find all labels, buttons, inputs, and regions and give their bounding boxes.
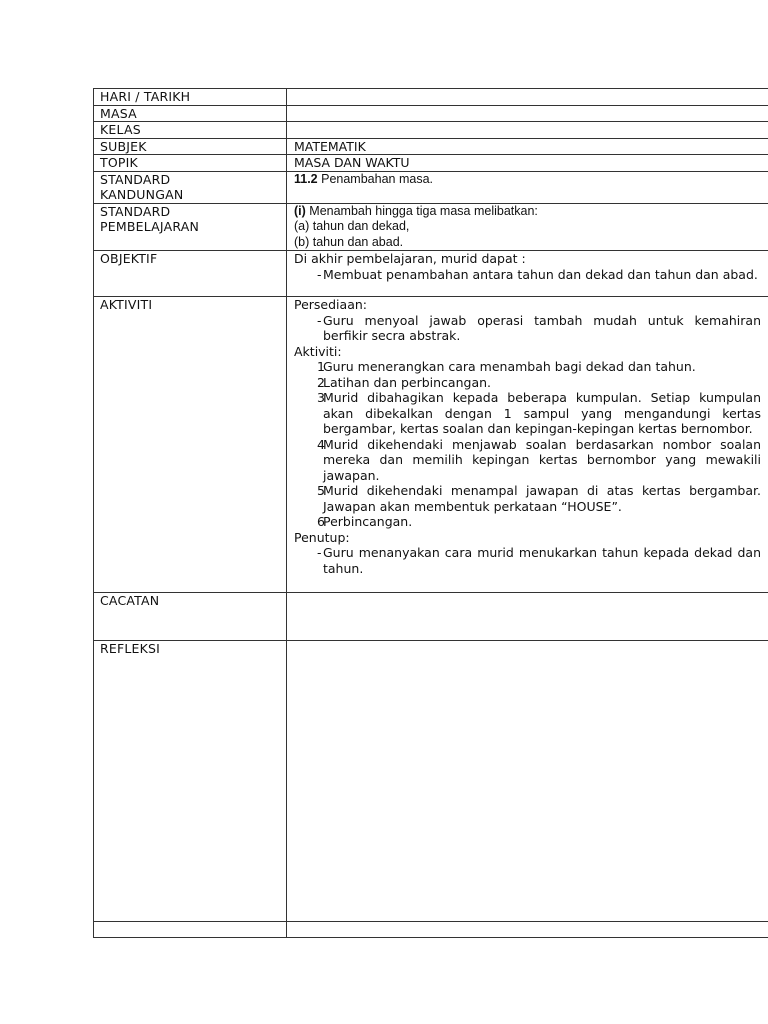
row-hari-tarikh [94,89,768,106]
value-standard-pembelajaran [287,203,768,251]
aktiviti-step-6-number: 6 [317,514,325,529]
row-standard-pembelajaran [94,203,768,251]
standard-pembelajaran-code: (i) [294,203,306,218]
standard-kandungan-text: Penambahan masa. [317,171,433,186]
value-cacatan [287,593,768,641]
aktiviti-step-1-number: 1 [317,359,325,374]
aktiviti-step-5-number: 5 [317,483,325,498]
aktiviti-penutup-heading: Penutup: [294,529,350,545]
objektif-bullet-dash: - [317,266,322,282]
aktiviti-step-3-number: 3 [317,390,325,405]
row-kelas [94,122,768,139]
label-subjek: SUBJEK [94,138,287,155]
label-masa: MASA [94,105,287,122]
standard-pembelajaran-intro-text: Menambah hingga tiga masa melibatkan: [305,203,538,218]
aktiviti-step-5 [294,483,761,514]
objektif-bullet-item [294,267,761,283]
label-topik: TOPIK [94,155,287,172]
objektif-intro: Di akhir pembelajaran, murid dapat : [294,251,526,266]
standard-pembelajaran-item-a: (a) tahun dan dekad, [294,219,410,233]
value-hari-tarikh [287,89,768,106]
aktiviti-step-2-text: Latihan dan perbincangan. [323,374,492,390]
aktiviti-persediaan-heading: Persediaan: [294,297,367,312]
value-aktiviti [287,297,768,593]
value-masa [287,105,768,122]
row-refleksi [94,641,768,922]
aktiviti-step-1-text: Guru menerangkan cara menambah bagi dekad dan tahun. [323,359,696,374]
aktiviti-penutup-text: Guru menanyakan cara murid menukarkan tahun kepada dekad dan tahun. [323,545,761,576]
aktiviti-step-4-text: Murid dikehendaki menjawab soalan berdasarkan nombor soalan mereka dan memilih kepingan kertas bernombor yang mewakili jawapan. [323,436,761,483]
aktiviti-step-3-text: Murid dibahagikan kepada beberapa kumpulan. Setiap kumpulan akan dibekalkan dengan 1 sampul yang mengandungi kertas bergambar, kertas soalan dan kepingan-kepingan kertas bernombor. [323,390,761,436]
label-standard-kandungan-line1: STANDARD [100,171,171,187]
label-hari-tarikh: HARI / TARIKH [94,89,287,106]
label-objektif: OBJEKTIF [94,251,287,297]
row-last [94,922,768,938]
value-standard-kandungan [287,171,768,203]
row-objektif [94,251,768,297]
aktiviti-penutup-item [294,545,761,576]
value-objektif [287,251,768,297]
label-aktiviti: AKTIVITI [94,297,287,593]
aktiviti-step-3 [294,390,761,437]
value-last [287,922,768,938]
label-last [94,922,287,938]
label-standard-pembelajaran [94,203,287,251]
value-kelas [287,122,768,139]
aktiviti-persediaan-item [294,313,761,344]
aktiviti-persediaan-text: Guru menyoal jawab operasi tambah mudah untuk kemahiran berfikir secra abstrak. [323,312,761,343]
standard-pembelajaran-intro [294,204,768,220]
aktiviti-step-1 [294,359,761,375]
standard-pembelajaran-item-b: (b) tahun dan abad. [294,234,404,249]
label-standard-pembelajaran-line2: PEMBELAJARAN [100,219,199,234]
aktiviti-step-5-text: Murid dikehendaki menampal jawapan di atas kertas bergambar. Jawapan akan membentuk perkataan “HOUSE”. [323,483,761,514]
aktiviti-heading: Aktiviti: [294,343,342,359]
value-subjek: MATEMATIK [287,138,768,155]
label-cacatan: CACATAN [94,593,287,641]
aktiviti-step-2 [294,375,761,391]
aktiviti-persediaan-dash: - [317,312,322,328]
standard-kandungan-code: 11.2 [294,171,318,186]
row-masa [94,105,768,122]
aktiviti-step-6 [294,514,761,530]
label-refleksi: REFLEKSI [94,641,287,922]
aktiviti-step-4-number: 4 [317,436,325,452]
value-refleksi [287,641,768,922]
aktiviti-step-6-text: Perbincangan. [323,514,413,529]
label-standard-pembelajaran-line1: STANDARD [100,203,171,219]
aktiviti-penutup-dash: - [317,545,322,560]
objektif-bullet-text: Membuat penambahan antara tahun dan dekad dan tahun dan abad. [323,266,758,282]
aktiviti-step-2-number: 2 [317,374,325,390]
aktiviti-step-4 [294,437,761,484]
row-topik [94,155,768,172]
lesson-plan-table [93,88,768,938]
label-kelas: KELAS [94,122,287,139]
label-standard-kandungan [94,171,287,203]
row-aktiviti [94,297,768,593]
row-subjek [94,138,768,155]
row-standard-kandungan [94,171,768,203]
row-cacatan [94,593,768,641]
label-standard-kandungan-line2: KANDUNGAN [100,187,184,202]
value-topik: MASA DAN WAKTU [287,155,768,172]
